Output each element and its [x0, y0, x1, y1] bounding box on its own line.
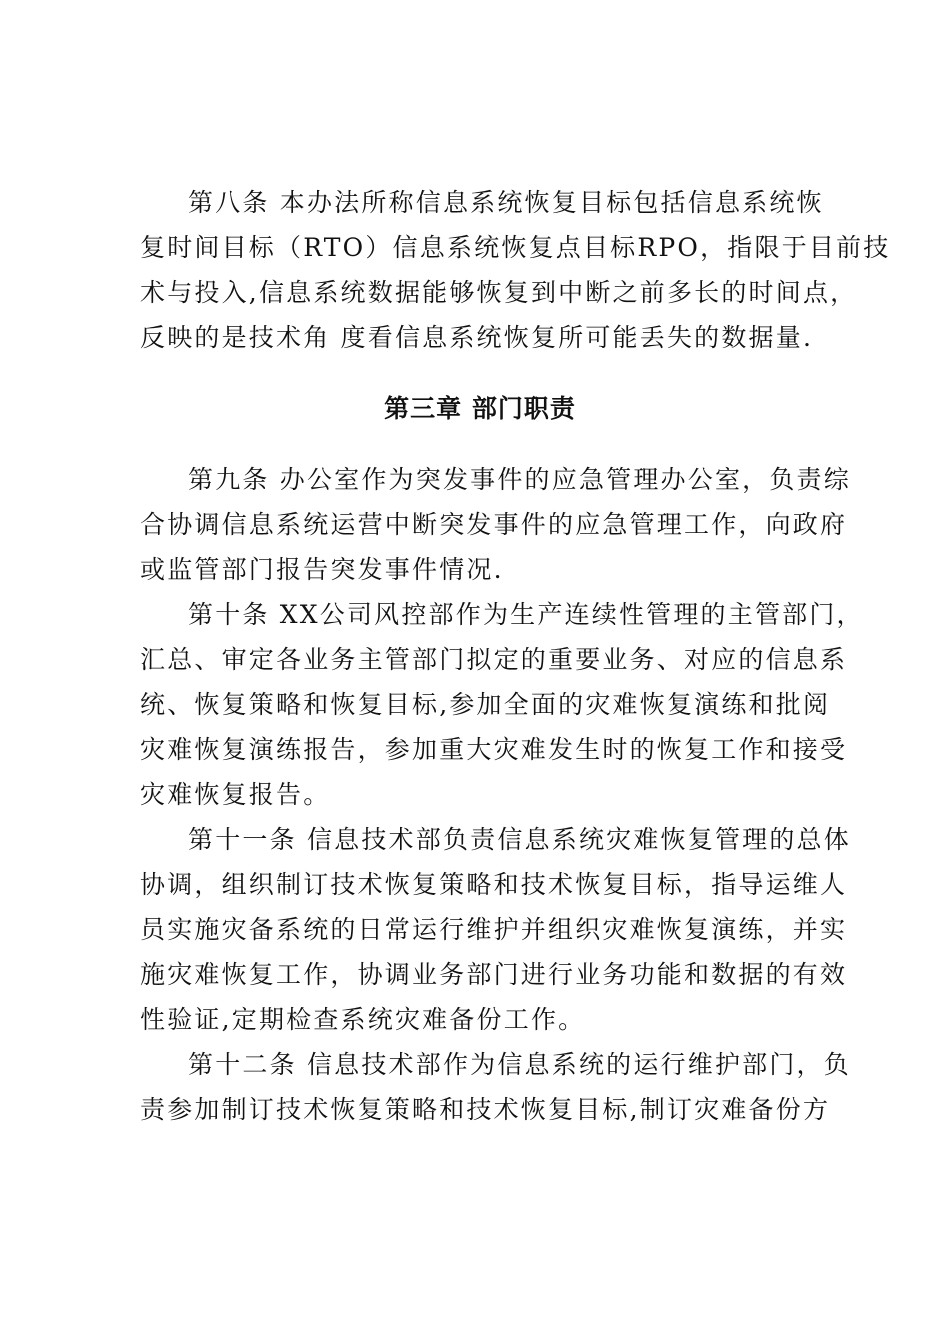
article-11	[140, 817, 851, 1042]
article-11-line-4: 施灾难恢复工作，协调业务部门进行业务功能和数据的有效	[140, 960, 848, 989]
article-10-line-4: 灾难恢复演练报告，参加重大灾难发生时的恢复工作和接受	[140, 735, 848, 764]
chapter-heading: 第三章 部门职责	[384, 394, 576, 423]
article-8-line-2: 复时间目标（RTO）信息系统恢复点目标RPO，指限于目前技	[140, 233, 891, 262]
article-8-line-4: 反映的是技术角 度看信息系统恢复所可能丢失的数据量.	[140, 323, 814, 352]
article-9	[140, 457, 851, 592]
article-11-line-5: 性验证,定期检查系统灾难备份工作。	[140, 1005, 586, 1034]
article-11-line-2: 协调，组织制订技术恢复策略和技术恢复目标，指导运维人	[140, 870, 848, 899]
article-10	[140, 592, 864, 817]
article-11-line-1: 第十一条 信息技术部负责信息系统灾难恢复管理的总体	[188, 825, 851, 854]
article-10-line-2: 汇总、审定各业务主管部门拟定的重要业务、对应的信息系	[140, 645, 848, 674]
article-11-line-3: 员实施灾备系统的日常运行维护并组织灾难恢复演练，并实	[140, 915, 848, 944]
article-12-line-2: 责参加制订技术恢复策略和技术恢复目标,制订灾难备份方	[140, 1095, 831, 1124]
document-page	[140, 180, 891, 1132]
article-12	[140, 1042, 851, 1132]
article-9-line-3: 或监管部门报告突发事件情况.	[140, 555, 504, 584]
article-8-line-3: 术与投入,信息系统数据能够恢复到中断之前多长的时间点，	[140, 278, 858, 307]
article-10-line-5: 灾难恢复报告。	[140, 780, 331, 809]
article-8-line-1: 第八条 本办法所称信息系统恢复目标包括信息系统恢	[188, 188, 824, 217]
article-10-line-3: 统、恢复策略和恢复目标,参加全面的灾难恢复演练和批阅	[140, 690, 831, 719]
article-9-line-2: 合协调信息系统运营中断突发事件的应急管理工作，向政府	[140, 510, 848, 539]
article-8	[140, 180, 891, 360]
article-12-line-1: 第十二条 信息技术部作为信息系统的运行维护部门，负	[188, 1050, 851, 1079]
article-10-line-1: 第十条 XX公司风控部作为生产连续性管理的主管部门，	[188, 600, 864, 629]
article-9-line-1: 第九条 办公室作为突发事件的应急管理办公室，负责综	[188, 465, 851, 494]
